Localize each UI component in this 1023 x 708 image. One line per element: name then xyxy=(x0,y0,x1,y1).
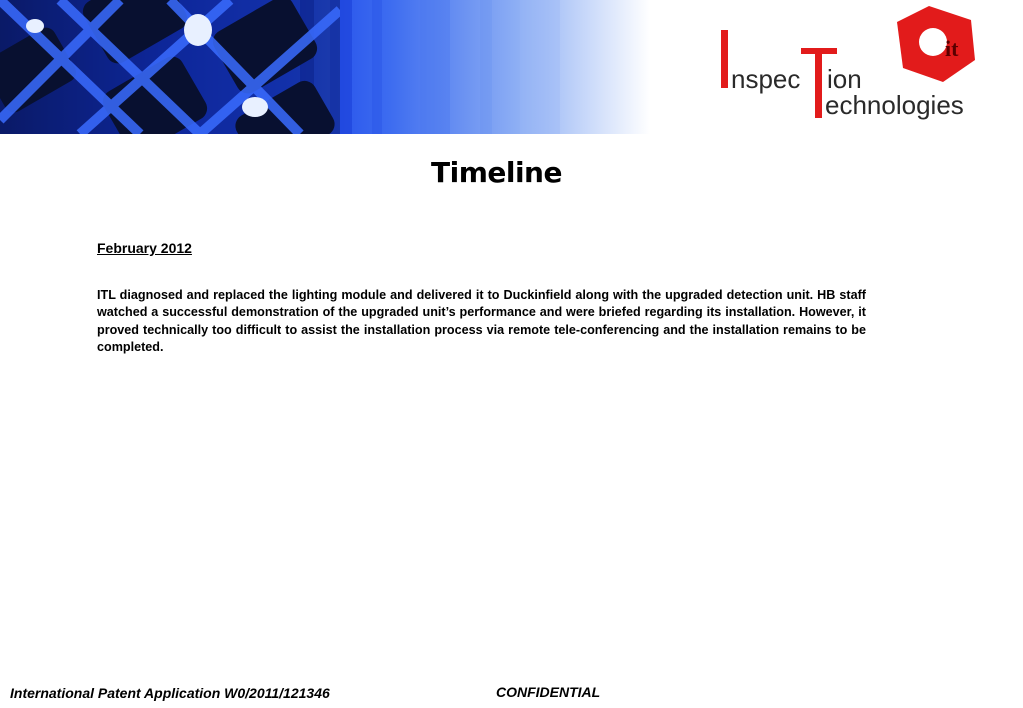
svg-text:ion: ion xyxy=(827,64,862,94)
timeline-paragraph: ITL diagnosed and replaced the lighting module and delivered it to Duckinfield along with the upgraded detection unit. HB staff watched a successful demonstration of the upgraded unit’s performance and were briefed regarding its installation. However, it proved technically too difficult to assist the installation process via remote tele-conferencing and the installation remains to be completed. xyxy=(97,288,866,355)
section-date-heading: February 2012 xyxy=(97,240,192,256)
inspection-technologies-logo xyxy=(715,6,985,126)
svg-text:nspec: nspec xyxy=(731,64,801,94)
footer-patent-reference: International Patent Application W0/2011/121346 xyxy=(10,685,330,701)
keyboard-keys-graphic xyxy=(0,0,340,134)
svg-text:echnologies: echnologies xyxy=(825,90,964,120)
page-title: Timeline xyxy=(431,156,562,189)
footer-confidential-label: CONFIDENTIAL xyxy=(496,684,601,700)
svg-text:it: it xyxy=(945,36,959,61)
header-banner-image xyxy=(0,0,650,134)
